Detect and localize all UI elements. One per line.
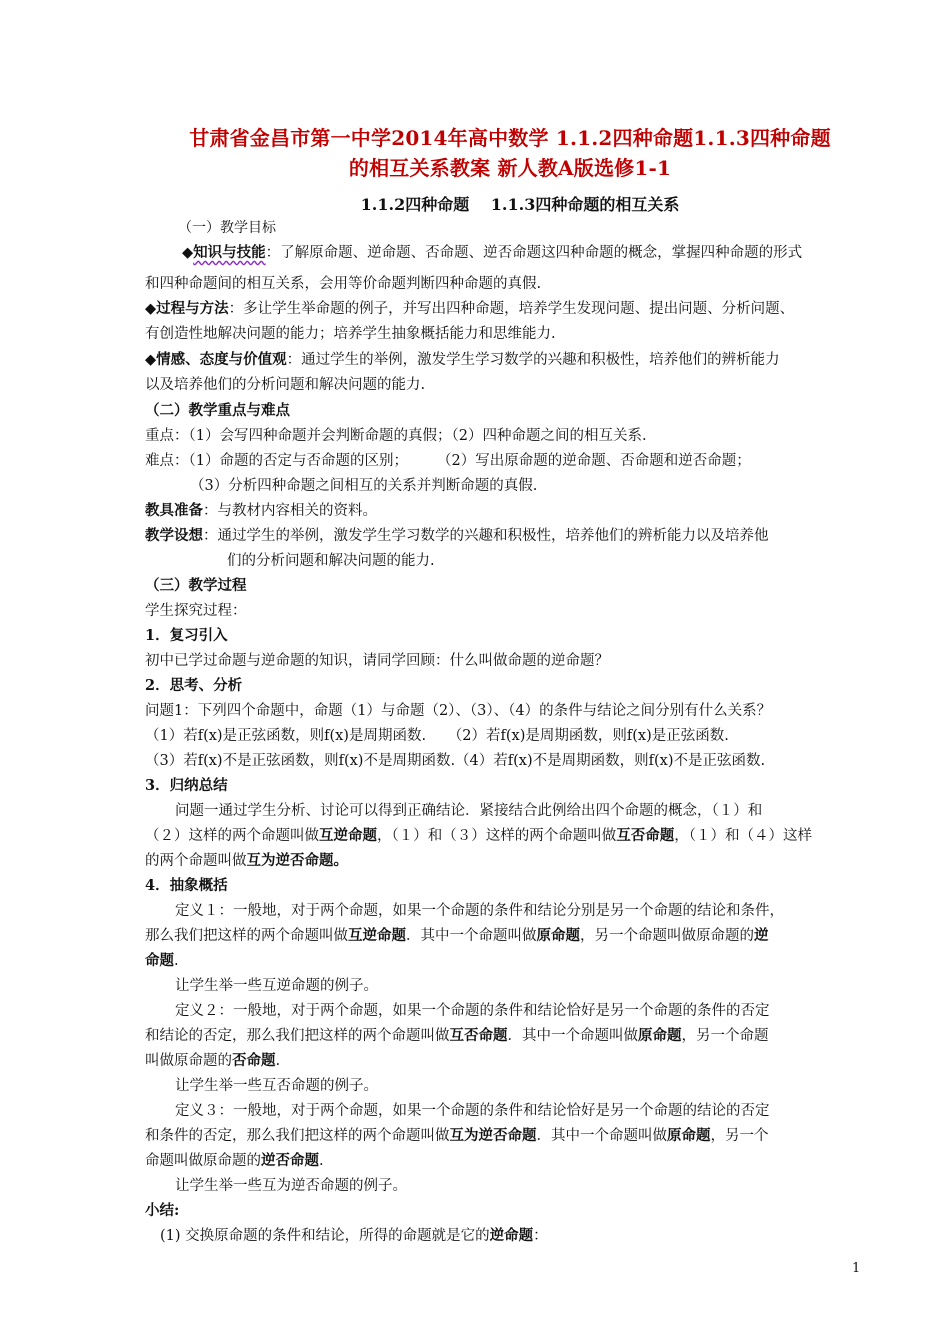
- text-run: ．其中一个命题叫做: [406, 928, 537, 944]
- knowledge-line-2: 和四种命题间的相互关系，会用等价命题判断四种命题的真假.: [145, 276, 542, 292]
- section-subtitle: 1.1.2四种命题 1.1.3四种命题的相互关系: [360, 195, 680, 214]
- diamond-bullet-icon: ◆: [145, 351, 157, 368]
- step3-line-2: [145, 824, 812, 845]
- step2-line-1: （1）若f(x)是正弦函数，则f(x)是周期函数. （2）若f(x)是周期函数，则f(x)是正弦函数.: [145, 728, 729, 744]
- text-run: .: [275, 1053, 281, 1069]
- emotion-text: ：通过学生的举例，激发学生学习数学的兴趣和积极性，培养他们的辨析能力: [286, 352, 780, 368]
- def3-line-1: 定义３：一般地，对于两个命题，如果一个命题的条件和结论恰好是另一个命题的结论的否定: [175, 1103, 770, 1119]
- text-run: (1) 交换原命题的条件和结论，所得的命题就是它的: [160, 1228, 490, 1244]
- key-points-text: 重点：（1）会写四种命题并会判断命题的真假；（2）四种命题之间的相互关系.: [145, 428, 647, 444]
- term: 互否命题: [449, 1027, 508, 1044]
- def2-line-3: [145, 1049, 280, 1070]
- text-run: 命题叫做原命题的: [145, 1153, 261, 1169]
- emotion-line-2: 以及培养他们的分析问题和解决问题的能力.: [145, 377, 426, 393]
- knowledge-line-1: [182, 241, 802, 262]
- tools-line: [145, 499, 377, 520]
- difficult-points-line-2: （3）分析四种命题之间相互的关系并判断命题的真假.: [190, 478, 538, 494]
- step2-question: 问题1：下列四个命题中，命题（1）与命题（2）、（3）、（4）的条件与结论之间分别有什么关系？: [145, 703, 772, 719]
- def1-line-2: [145, 924, 769, 945]
- process-line-1: [145, 297, 794, 318]
- process-line-2: 有创造性地解决问题的能力；培养学生抽象概括能力和思维能力.: [145, 326, 556, 342]
- text-run: .: [174, 953, 179, 969]
- emotion-label: 情感、态度与价值观: [156, 351, 287, 368]
- difficult-points-line-1: 难点：（1）命题的否定与否命题的区别； （2）写出原命题的逆命题、否命题和逆否命题；: [145, 453, 751, 469]
- def1-example: 让学生举一些互逆命题的例子。: [175, 978, 378, 994]
- emotion-line-1: [145, 348, 780, 369]
- key-points-heading: （二）教学重点与难点: [145, 402, 290, 419]
- text-run: ．其中一个命题叫做: [536, 1128, 667, 1144]
- term: 逆: [754, 927, 769, 944]
- document-title-line1: 甘肃省金昌市第一中学2014年高中数学 1.1.2四种命题1.1.3四种命题: [189, 126, 831, 150]
- text-run: .: [319, 1153, 324, 1169]
- text-run: 叫做原命题的: [145, 1053, 232, 1069]
- design-label: 教学设想: [145, 527, 203, 544]
- term: 原命题: [667, 1127, 711, 1144]
- def3-line-3: [145, 1149, 324, 1170]
- step2-title: 2．思考、分析: [145, 677, 243, 694]
- design-line-2: 们的分析问题和解决问题的能力.: [227, 553, 435, 569]
- process-heading: （三）教学过程: [145, 577, 247, 594]
- step4-title: 4．抽象概括: [145, 877, 228, 894]
- term: 命题: [145, 952, 174, 969]
- summary-line-1: [160, 1224, 548, 1245]
- def1-line-1: 定义１：一般地，对于两个命题，如果一个命题的条件和结论分别是另一个命题的结论和条件，: [175, 903, 784, 919]
- def3-example: 让学生举一些互为逆否命题的例子。: [175, 1178, 407, 1194]
- process-text: ：多让学生举命题的例子，并写出四种命题，培养学生发现问题、提出问题、分析问题、: [228, 301, 795, 317]
- text-run: 那么我们把这样的两个命题叫做: [145, 928, 348, 944]
- def3-line-2: [145, 1124, 769, 1145]
- text-run: （２）这样的两个命题叫做: [145, 828, 319, 844]
- term: 逆否命题: [261, 1152, 319, 1169]
- term-contrapositive: 互为逆否命题。: [246, 852, 348, 869]
- def1-line-3: [145, 949, 179, 970]
- text-run: ，另一个命题叫做原命题的: [580, 928, 754, 944]
- diamond-bullet-icon: ◆: [145, 300, 157, 317]
- diamond-bullet-icon: ◆: [182, 244, 194, 261]
- knowledge-text: ：了解原命题、逆命题、否命题、逆否命题这四种命题的概念，掌握四种命题的形式: [265, 245, 803, 261]
- def2-line-1: 定义２：一般地，对于两个命题，如果一个命题的条件和结论恰好是另一个命题的条件的否定: [175, 1003, 770, 1019]
- design-text: ：通过学生的举例，激发学生学习数学的兴趣和积极性，培养他们的辨析能力以及培养他: [203, 528, 769, 544]
- term: 否命题: [232, 1052, 276, 1069]
- step1-text: 初中已学过命题与逆命题的知识，请同学回顾：什么叫做命题的逆命题？: [145, 653, 609, 669]
- term: 互为逆否命题: [449, 1127, 537, 1144]
- process-label: 过程与方法: [156, 300, 229, 317]
- text-run: ，（１）和（４）这样: [674, 828, 812, 844]
- text-run: 和结论的否定，那么我们把这样的两个命题叫做: [145, 1028, 450, 1044]
- design-line-1: [145, 524, 769, 545]
- knowledge-label: 知识与技能: [193, 244, 266, 261]
- def2-example: 让学生举一些互否命题的例子。: [175, 1078, 378, 1094]
- text-run: 和条件的否定，那么我们把这样的两个命题叫做: [145, 1128, 450, 1144]
- step3-line-3: [145, 849, 348, 870]
- step3-line-1: 问题一通过学生分析、讨论可以得到正确结论．紧接结合此例给出四个命题的概念，（１）和: [175, 803, 763, 819]
- objectives-heading: （一）教学目标: [178, 220, 276, 236]
- step2-line-2: （3）若f(x)不是正弦函数，则f(x)不是周期函数.（4）若f(x)不是周期函数，则f(x)不是正弦函数.: [145, 753, 766, 769]
- tools-text: ：与教材内容相关的资料。: [203, 503, 377, 519]
- term: 逆命题: [489, 1227, 534, 1244]
- term-mutual-negation: 互否命题: [616, 827, 675, 844]
- def2-line-2: [145, 1024, 769, 1045]
- term-mutual-converse: 互逆命题: [319, 827, 377, 844]
- text-run: ．其中一个命题叫做: [507, 1028, 638, 1044]
- term: 原命题: [536, 927, 580, 944]
- text-run: ，（１）和（３）这样的两个命题叫做: [377, 828, 617, 844]
- tools-label: 教具准备: [145, 502, 203, 519]
- term: 原命题: [638, 1027, 682, 1044]
- explore-text: 学生探究过程：: [145, 603, 247, 619]
- document-title-line2: 的相互关系教案 新人教A版选修1-1: [348, 156, 672, 180]
- step1-title: 1．复习引入: [145, 627, 228, 644]
- term: 互逆命题: [348, 927, 406, 944]
- page-number: 1: [852, 1261, 861, 1276]
- text-run: ，另一个命题: [681, 1028, 769, 1044]
- text-run: ，另一个: [710, 1128, 769, 1144]
- text-run: ：: [533, 1228, 548, 1244]
- step3-title: 3．归纳总结: [145, 777, 228, 794]
- summary-title: 小结:: [145, 1202, 180, 1219]
- text-run: 的两个命题叫做: [145, 853, 247, 869]
